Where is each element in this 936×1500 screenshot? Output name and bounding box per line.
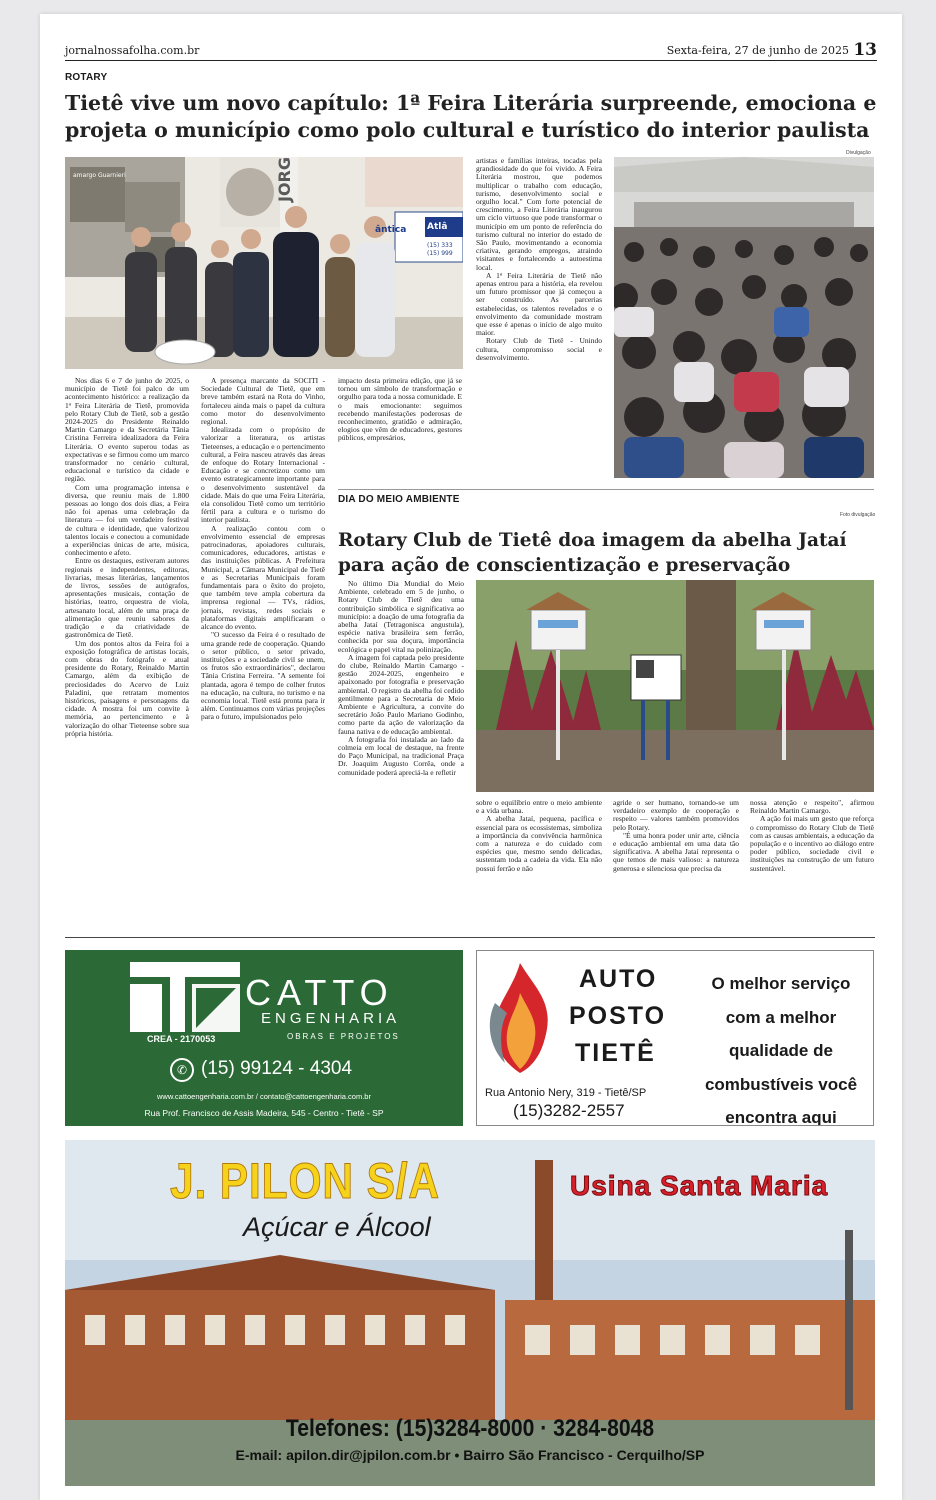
article2-column-2 [476,799,602,929]
paragraph: Um dos pontos altos da Feira foi a exposição fotográfica de artistas locais, com obras do fotógrafo e atual presidente do Rotary, Reinaldo Martin Camargo, além da exibição de preciosidades do Acervo de Luiz Paladini, que retratam momentos históricos, paisagens e personagens da cidade. A mostra foi um convite à memória, ao pertencimento e à valorização do olhar Tieteense sobre sua própria história. [65,638,189,738]
newspaper-page [40,14,902,1500]
paragraph: sobre o equilíbrio entre o meio ambiente e a vida urbana. [476,799,602,816]
paragraph: Nos dias 6 e 7 de junho de 2025, o município de Tietê foi palco de um acontecimento histórico: a realização da 1ª Feira Literária de Tietê, promovida pelo Rotary Club de Tietê, sob a gestão 2024-2025 do Presidente Reinaldo Martin Camargo e da Secretária Tânia Cristina Ferreira idealizadora da Feira Literária. O evento superou todas as expectativas e se firmou como um marco transformador no cenário cultural, educacional e turístico da cidade e região. [65,377,189,484]
catto-sub: ENGENHARIA [261,1010,401,1027]
paragraph: Rotary Club de Tietê - Unindo cultura, compromisso social e desenvolvimento. [476,336,602,362]
pilon-name: J. PILON S/A [170,1153,440,1209]
ad-j-pilon[interactable] [65,1140,875,1486]
catto-web[interactable]: www.cattoengenharia.com.br / contato@cattoengenharia.com.br [157,1092,371,1101]
group-photo-illustration [65,157,463,369]
paragraph: A realização contou com o envolvimento essencial de empresas patrocinadoras, apoiadores culturais, comunicadores, educadores, artistas e das instituições públicas. A Prefeitura Municipal, a Câmara Municipal de Tietê e as Secretarias Municipais foram fundamentais para o êxito do projeto, que também teve ampla cobertura da imprensa regional — TVs, rádios, jornais, revistas, redes sociais e plataformas digitais amplificaram o alcance do evento. [201,523,325,632]
paragraph: nossa atenção e respeito", afirmou Reinaldo Martin Camargo. [750,799,874,816]
posto-line3: TIETÊ [575,1039,656,1067]
slogan-line: com a melhor [725,1007,837,1027]
slogan-line: encontra aqui [725,1108,837,1126]
pilon-usina: Usina Santa Maria [570,1170,829,1201]
paragraph: A 1ª Feira Literária de Tietê não apenas entrou para a história, ela revelou um futuro promissor que já começou a ser construído. As parcerias estabelecidas, os talentos revelados e o envolvimento da comunidade mostram que esse é apenas o início de algo muito maior. [476,270,602,338]
photo-credit: Foto divulgação [840,512,876,518]
paragraph: "O sucesso da Feira é o resultado de uma grande rede de cooperação. Quando o setor público, o setor privado, instituições e a sociedade civil se unem, os frutos são extraordinários", declarou Tânia Cristina Ferreira. "A semente foi plantada, agora é tempo de colher frutos na educação, na cultura, no turismo e na economia local. Tietê está pronta para ir além. Continuamos com várias projeções para o futuro, impulsionados pelo [201,630,325,722]
sign-phone2: (15) 999 [427,250,453,257]
flame-logo-icon [485,963,555,1073]
paragraph: Com uma programação intensa e diversa, que reuniu mais de 1.800 pessoas ao longo dos dois dias, a Feira não foi apenas uma celebração da literatura — foi um verdadeiro festival de cultura e identidade, que valorizou talentos locais e conectou a comunidade a experiências únicas de arte, música, conhecimento e afeto. [65,482,189,558]
page-number: 13 [853,40,877,60]
article-divider [338,489,874,490]
article1-column-1 [65,377,189,927]
catto-phone[interactable]: (15) 99124 - 4304 [201,1058,353,1079]
ad-catto-engenharia[interactable] [65,950,463,1126]
catto-name: CATTO [245,972,394,1013]
headline-line: para ação de conscientização e preservação [338,555,791,576]
paragraph: A abelha Jataí, pequena, pacífica e essencial para os ecossistemas, simboliza a importância da convivência harmônica com a natureza e do cuidado com espécies que, mesmo sendo delicadas, sustentam toda a cadeia da vida. Ela não possui ferrão e não [476,814,602,873]
headline-line: Tietê vive um novo capítulo: 1ª Feira Literária surpreende, emociona e [65,91,877,115]
posto-line1: AUTO [579,965,658,993]
paragraph: A presença marcante da SOCITI - Sociedade Cultural de Tietê, que em breve também estará na Rota do Vinho, fortaleceu ainda mais o papel da cultura como motor do desenvolvimento regional. [201,377,325,427]
article2-column-4 [750,799,874,929]
slogan-line: O melhor serviço [711,974,851,993]
headline-abelha [338,528,878,578]
article2-column-3 [613,799,739,929]
sign-phone1: (15) 333 [427,242,453,249]
sign-atl: Atlâ [427,222,448,232]
site-name: jornalnossafolha.com.br [65,44,200,57]
page-header [65,38,877,61]
paragraph: Entre os destaques, estiveram autores regionais e independentes, editoras, livrarias, mesas literárias, lançamentos de livros, sessões de autógrafos, apresentações musicais, contação de histórias, teatro, orquestra de viola, artesanato local, além de uma praça de alimentação que reuniu sabores da tradição e da criatividade de gastronômica de Tietê. [65,556,189,640]
article1-column-4 [476,157,602,487]
section-label-rotary: ROTARY [65,72,108,83]
headline-line: projeta o município como polo cultural e turístico do interior paulista [65,118,870,142]
photo-crowd-feira [614,157,874,478]
pilon-email[interactable]: E-mail: apilon.dir@jpilon.com.br • Bairro São Francisco - Cerquilho/SP [235,1447,705,1463]
paragraph: artistas e famílias inteiras, tocadas pela grandiosidade do que foi vivido. A Feira Literária mostrou, que podemos multiplicar o trabalho com educação, turismo, desenvolvimento social e orgulho local." Com forte potencial de crescimento, a Feira Literária inaugurou um ciclo virtuoso que pode transformar o município em um ponto de referência do turismo cultural no interior do estado de São Paulo, movimentando a economia criativa, gerando empregos, atraindo visitantes e fortalecendo a autoestima local. [476,157,602,272]
crowd-photo-illustration [614,157,874,478]
pilon-products: Açúcar e Álcool [243,1212,431,1242]
photo-credit: Divulgação [846,150,871,156]
garden-photo-illustration [476,580,874,792]
catto-address: Rua Prof. Francisco de Assis Madeira, 545 - Centro - Tietê - SP [144,1108,384,1118]
whatsapp-icon: ✆ [170,1058,194,1082]
catto-logo-icon [130,962,240,1032]
paragraph: A ação foi mais um gesto que reforça o compromisso do Rotary Club de Tietê com as causas ambientais, a educação da população e o incentivo ao diálogo entre poder público, sociedade civil e instituições na construção de um futuro sustentável. [750,814,874,873]
paragraph: "É uma honra poder unir arte, ciência e educação ambiental em uma data tão significativa. A abelha Jataí representa o que temos de mais valioso: a natureza generosa e silenciosa que precisa da [613,830,739,873]
ads-divider [65,937,875,938]
ad-auto-posto-tiete[interactable] [476,950,874,1126]
headline-line: Rotary Club de Tietê doa imagem da abelha Jataí [338,530,847,551]
pilon-phones[interactable]: Telefones: (15)3284-8000 · 3284-8048 [285,1415,655,1442]
paragraph: agride o ser humano, tornando-se um verdadeiro exemplo de cooperação e respeito — valores também promovidos pelo Rotary. [613,799,739,832]
slogan-line: qualidade de [729,1041,833,1060]
paragraph: Idealizada com o propósito de valorizar a literatura, os artistas Tieteenses, a educação e o pertencimento cultural, a Feira nasceu através das áreas de enfoque do Rotary Internacional - Educação e se concretizou como um evento estrategicamente importante para o desenvolvimento sustentável da cidade. Mais do que uma Feira Literária, ela consolidou Tietê como um território fértil para a cultura e o turismo do interior paulista. [201,425,325,525]
section-label-meio-ambiente: DIA DO MEIO AMBIENTE [338,494,460,505]
sign-jorg: JORG [275,157,294,202]
sign-amargo: amargo Guarnieri [73,172,126,179]
catto-crea: CREA - 2170053 [147,1034,216,1044]
sign-atlantica: ântica [375,225,407,235]
paragraph: A imagem foi captada pelo presidente do clube, Reinaldo Martin Camargo - gestão 2024-2025, engenheiro e apaixonado por fotografia e preservação ambiental. O registro da abelha foi cedido gentilmente para a Secretaria de Meio Ambiente e Agricultura, a convite do secretário João Paulo Mariano Godinho, como parte da ação de valorização da fauna nativa e de educação ambiental. [338,652,464,736]
photo-abelha-colmeia [476,580,874,792]
article2-column-1 [338,580,464,930]
paragraph: A fotografia foi instalada ao lado da colmeia em local de destaque, na frente do Paço Municipal, na tradicional Praça Dr. Joaquim Augusto Corrêa, onde a comunidade poderá apreciá-la e refletir [338,734,464,777]
article1-column-2 [201,377,325,927]
paragraph: impacto desta primeira edição, que já se tornou um símbolo de transformação e orgulho para toda a nossa comunidade. E o mais emocionante: seguimos recebendo manifestações poderosas de reconhecimento, gratidão e admiração, elogios que vêm de educadores, gestores públicos, empresários, [338,377,462,443]
posto-slogan [692,967,870,1126]
slogan-line: combustíveis você [704,1074,858,1094]
photo-group-feira [65,157,463,369]
page-date: Sexta-feira, 27 de junho de 2025 [666,44,849,57]
posto-line2: POSTO [569,1002,667,1030]
catto-tag: OBRAS E PROJETOS [287,1032,400,1041]
posto-address: Rua Antonio Nery, 319 - Tietê/SP [485,1087,647,1099]
posto-phone[interactable]: (15)3282-2557 [513,1101,625,1120]
headline-feira [65,90,885,144]
article1-column-3 [338,377,462,487]
paragraph: No último Dia Mundial do Meio Ambiente, celebrado em 5 de junho, o Rotary Club de Tietê deu uma contribuição simbólica e significativa ao município: a doação de uma fotografia da abelha Jataí (Tetragonisca angustula), espécie nativa brasileira sem ferrão, conhecida por sua doçura, importância ecológica e papel vital na polinização. [338,580,464,654]
